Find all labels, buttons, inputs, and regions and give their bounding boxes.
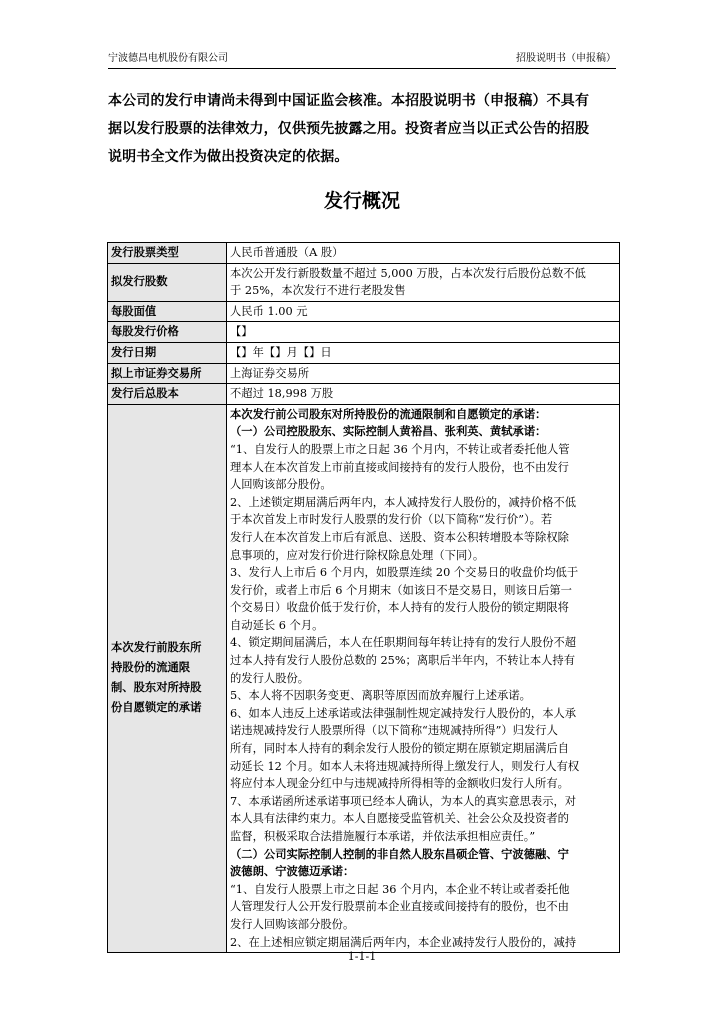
lockup-label-line: 制、股东对所持股 — [111, 681, 202, 695]
commitment-text-line: 个交易日）收盘价低于发行价，本人持有的发行人股份的锁定期限将 — [230, 601, 569, 615]
header-company-name: 宁波德昌电机股份有限公司 — [108, 53, 228, 64]
commitment-text-line: “1、自发行人的股票上市之日起 36 个月内，不转让或者委托他人管 — [230, 442, 570, 456]
table-row — [108, 322, 620, 343]
row-label: 发行股票类型 — [108, 243, 227, 264]
commitment-heading-line: （一）公司控股股东、实际控制人黄裕昌、张利英、黄轼承诺： — [230, 425, 547, 439]
row-value — [227, 243, 620, 264]
regulatory-notice — [108, 87, 618, 171]
commitment-text-line: 4、锁定期间届满后，本人在任职期间每年转让持有的发行人股份不超 — [230, 636, 577, 650]
lockup-label-line: 本次发行前股东所 — [111, 641, 202, 655]
header-document-title: 招股说明书（申报稿） — [516, 53, 616, 64]
commitment-text-line: 自动延长 6 个月。 — [230, 618, 324, 632]
row-value-line: 人民币 1.00 元 — [230, 304, 308, 318]
table-row — [108, 363, 620, 384]
row-value-line: 【】年【】月【】日 — [230, 345, 332, 359]
table-row — [108, 384, 620, 405]
offering-summary-table — [107, 242, 620, 953]
row-value-line: 于 25%，本次发行不进行老股发售 — [230, 284, 406, 298]
commitment-text-line: 所有，同时本人持有的剩余发行人股份的锁定期在原锁定期届满后自 — [230, 742, 569, 756]
commitment-text-line: 过本人持有发行人股份总数的 25%；离职后半年内，不转让本人持有 — [230, 654, 576, 668]
row-label: 拟发行股数 — [108, 263, 227, 301]
notice-line: 据以发行股票的法律效力，仅供预先披露之用。投资者应当以正式公告的招股 — [108, 121, 590, 137]
row-value — [227, 322, 620, 343]
row-value — [227, 301, 620, 322]
commitment-text-line: 发行价，或者上市后 6 个月期末（如该日不是交易日，则该日后第一 — [230, 583, 572, 597]
lockup-label — [108, 404, 227, 952]
row-value-line: 【】 — [230, 325, 253, 339]
commitment-text-line: 5、本人将不因职务变更、离职等原因而放弃履行上述承诺。 — [230, 689, 531, 703]
row-value-line: 上海证券交易所 — [230, 366, 310, 380]
commitment-text-line: 人回购该部分股份。 — [230, 478, 332, 492]
row-label: 每股发行价格 — [108, 322, 227, 343]
commitment-text-line: 监督，积极采取合法措施履行本承诺，并依法承担相应责任。” — [230, 830, 536, 843]
page-header — [108, 51, 616, 69]
commitment-text-line: 理本人在本次首发上市前直接或间接持有的发行人股份，也不由发行 — [230, 460, 569, 474]
page-number: 1-1-1 — [347, 950, 377, 963]
table-row — [108, 342, 620, 363]
lockup-label-line: 持股份的流通限 — [111, 661, 191, 675]
row-value-line: 本次公开发行新股数量不超过 5,000 万股，占本次发行后股份总数不低 — [230, 266, 586, 280]
table-row — [108, 301, 620, 322]
notice-line: 本公司的发行申请尚未得到中国证监会核准。本招股说明书（申报稿）不具有 — [108, 93, 590, 109]
commitment-text-line: “1、自发行人股票上市之日起 36 个月内，本企业不转让或者委托他 — [230, 882, 570, 896]
lockup-commitment-row — [108, 404, 620, 952]
commitment-text-line: 发行人回购该部分股份。 — [230, 917, 355, 931]
commitment-text-line: 于本次首发上市时发行人股票的发行价（以下简称“发行价”）。若 — [230, 513, 553, 527]
notice-line: 说明书全文作为做出投资决定的依据。 — [108, 149, 349, 165]
commitment-heading-line: （二）公司实际控制人控制的非自然人股东昌硕企管、宁波德融、宁 — [230, 847, 569, 861]
row-value-line: 人民币普通股（A 股） — [230, 246, 344, 259]
row-value — [227, 363, 620, 384]
commitment-text-line: 3、发行人上市后 6 个月内，如股票连续 20 个交易日的收盘价均低于 — [230, 566, 579, 580]
commitment-heading-line: 本次发行前公司股东对所持股份的流通限制和自愿锁定的承诺： — [230, 407, 547, 421]
commitment-text-line: 2、上述锁定期届满后两年内，本人减持发行人股份的，减持价格不低 — [230, 495, 577, 509]
table-row — [108, 263, 620, 301]
row-label: 每股面值 — [108, 301, 227, 322]
commitment-text-line: 6、如本人违反上述承诺或法律强制性规定减持发行人股份的，本人承 — [230, 706, 577, 720]
row-value — [227, 384, 620, 405]
commitment-heading-line: 波德朗、宁波德迈承诺： — [230, 865, 355, 879]
commitment-text-line: 发行人在本次首发上市后有派息、送股、资本公积转增股本等除权除 — [230, 530, 569, 544]
row-label: 拟上市证券交易所 — [108, 363, 227, 384]
row-value-line: 不超过 18,998 万股 — [230, 387, 334, 401]
commitment-text-line: 2、在上述相应锁定期届满后两年内，本企业减持发行人股份的，减持 — [230, 935, 577, 949]
commitment-text-line: 人管理发行人公开发行股票前本企业直接或间接持有的股份，也不由 — [230, 900, 569, 914]
row-label: 发行后总股本 — [108, 384, 227, 405]
lockup-commitment-text — [227, 404, 620, 952]
commitment-text-line: 的发行人股份。 — [230, 671, 310, 685]
table-row — [108, 243, 620, 264]
commitment-text-line: 本人具有法律约束力。本人自愿接受监管机关、社会公众及投资者的 — [230, 812, 569, 826]
commitment-text-line: 动延长 12 个月。如本人未将违规减持所得上缴发行人，则发行人有权 — [230, 759, 580, 773]
row-value — [227, 263, 620, 301]
section-title: 发行概况 — [323, 190, 400, 212]
row-value — [227, 342, 620, 363]
commitment-text-line: 息事项的，应对发行价进行除权除息处理（下同）。 — [230, 548, 485, 562]
commitment-text-line: 7、本承诺函所述承诺事项已经本人确认，为本人的真实意思表示，对 — [230, 794, 577, 808]
commitment-text-line: 诺违规减持发行人股票所得（以下简称“违规减持所得”）归发行人 — [230, 724, 558, 738]
lockup-label-line: 份自愿锁定的承诺 — [111, 701, 202, 715]
commitment-text-line: 将应付本人现金分红中与违规减持所得相等的金额收归发行人所有。 — [230, 777, 569, 791]
row-label: 发行日期 — [108, 342, 227, 363]
